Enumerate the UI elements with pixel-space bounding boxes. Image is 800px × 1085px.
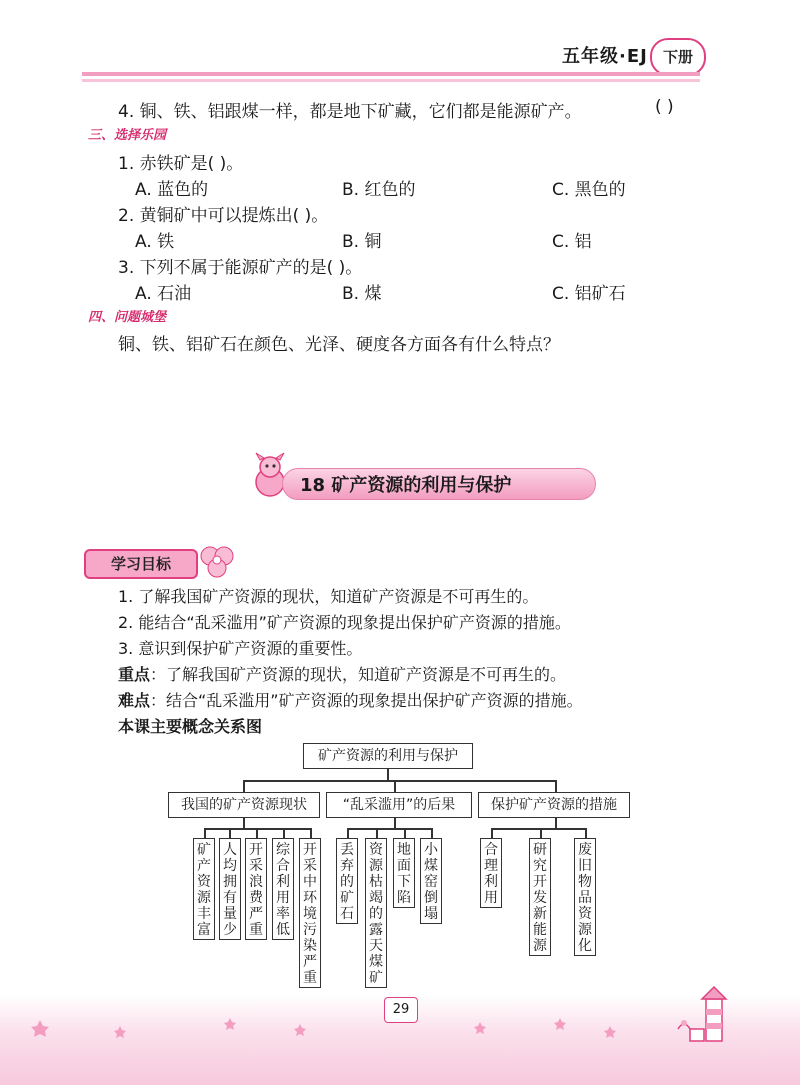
leaf-char: 合 — [276, 858, 290, 874]
connector — [243, 780, 245, 792]
connector — [347, 828, 432, 830]
connector — [256, 828, 258, 838]
leaf-char: 采 — [303, 858, 317, 874]
connector — [243, 818, 245, 828]
leaf-char: 石 — [340, 906, 354, 922]
leaf-char: 拥 — [223, 874, 237, 890]
difficult-point — [118, 688, 583, 711]
concept-branch-status: 我国的矿产资源现状 — [168, 792, 320, 818]
leaf-char: 费 — [249, 890, 263, 906]
header-rule — [82, 72, 700, 76]
leaf-char: 源 — [533, 938, 547, 954]
leaf-char: 下 — [397, 874, 411, 890]
connector — [376, 828, 378, 838]
leaf-char: 资 — [578, 906, 592, 922]
connector — [283, 828, 285, 838]
leaf-char: 源 — [197, 890, 211, 906]
connector — [387, 769, 389, 780]
leaf-char: 理 — [484, 858, 498, 874]
option-a[interactable]: A. 铁 — [135, 232, 175, 252]
connector — [555, 818, 557, 828]
concept-map-title: 本课主要概念关系图 — [118, 717, 263, 736]
option-c[interactable]: C. 黑色的 — [552, 180, 626, 200]
concept-branch-consequences: “乱采滥用”的后果 — [326, 792, 472, 818]
page-number: 29 — [384, 997, 418, 1023]
concept-leaf — [574, 838, 596, 956]
leaf-char: 源 — [369, 858, 383, 874]
flower-icon — [196, 544, 238, 584]
leaf-char: 开 — [533, 874, 547, 890]
leaf-char: 矿 — [340, 890, 354, 906]
leaf-char: 资 — [197, 874, 211, 890]
lesson-title: 18 矿产资源的利用与保护 — [300, 475, 512, 496]
leaf-char: 源 — [578, 922, 592, 938]
concept-leaf — [420, 838, 442, 924]
leaf-char: 重 — [303, 970, 317, 986]
grade-label: 五年级·EJ — [562, 46, 648, 67]
leaf-char: 重 — [249, 922, 263, 938]
choice-question-3: 3. 下列不属于能源矿产的是( )。 — [118, 258, 363, 278]
leaf-char: 有 — [223, 890, 237, 906]
leaf-char: 丰 — [197, 906, 211, 922]
leaf-char: 人 — [223, 842, 237, 858]
leaf-char: 塌 — [424, 906, 438, 922]
option-b[interactable]: B. 煤 — [342, 284, 382, 304]
connector — [394, 780, 396, 792]
connector — [394, 818, 396, 828]
leaf-char: 矿 — [369, 970, 383, 986]
connector — [204, 828, 311, 830]
goal-item-2: 2. 能结合“乱采滥用”矿产资源的现象提出保护矿产资源的措施。 — [118, 613, 571, 632]
leaf-char: 用 — [484, 890, 498, 906]
leaf-char: 产 — [197, 858, 211, 874]
option-a[interactable]: A. 蓝色的 — [135, 180, 209, 200]
leaf-char: 研 — [533, 842, 547, 858]
connector — [347, 828, 349, 838]
leaf-char: 煤 — [369, 954, 383, 970]
leaf-char: 利 — [484, 874, 498, 890]
leaf-char: 环 — [303, 890, 317, 906]
leaf-char: 天 — [369, 938, 383, 954]
leaf-char: 小 — [424, 842, 438, 858]
leaf-char: 率 — [276, 906, 290, 922]
section-question-heading: 四、问题城堡 — [88, 310, 167, 325]
key-point-label: 重点 — [118, 665, 151, 684]
concept-leaf — [193, 838, 215, 940]
concept-leaf — [336, 838, 358, 924]
option-b[interactable]: B. 铜 — [342, 232, 382, 252]
connector — [229, 828, 231, 838]
section-choice-heading: 三、选择乐园 — [88, 128, 167, 143]
leaf-char: 中 — [303, 874, 317, 890]
difficult-point-text: ：结合“乱采滥用”矿产资源的现象提出保护矿产资源的措施。 — [150, 691, 583, 710]
leaf-char: 均 — [223, 858, 237, 874]
connector — [404, 828, 406, 838]
goal-item-1: 1. 了解我国矿产资源的现状，知道矿产资源是不可再生的。 — [118, 587, 539, 606]
connector — [204, 828, 206, 838]
connector — [585, 828, 587, 838]
leaf-char: 境 — [303, 906, 317, 922]
leaf-char: 合 — [484, 842, 498, 858]
leaf-char: 露 — [369, 922, 383, 938]
leaf-char: 品 — [578, 890, 592, 906]
leaf-char: 污 — [303, 922, 317, 938]
option-b[interactable]: B. 红色的 — [342, 180, 416, 200]
leaf-char: 弃 — [340, 858, 354, 874]
difficult-point-label: 难点 — [118, 691, 151, 710]
leaf-char: 的 — [369, 906, 383, 922]
leaf-char: 低 — [276, 922, 290, 938]
concept-leaf — [365, 838, 387, 988]
leaf-char: 量 — [223, 906, 237, 922]
leaf-char: 面 — [397, 858, 411, 874]
connector — [555, 780, 557, 792]
connector — [431, 828, 433, 838]
concept-leaf — [480, 838, 502, 908]
leaf-char: 发 — [533, 890, 547, 906]
concept-leaf — [219, 838, 241, 940]
lighthouse-icon — [676, 985, 746, 1049]
goal-item-3: 3. 意识到保护矿产资源的重要性。 — [118, 639, 363, 658]
concept-root: 矿产资源的利用与保护 — [303, 743, 473, 769]
leaf-char: 化 — [578, 938, 592, 954]
choice-question-1: 1. 赤铁矿是( )。 — [118, 154, 244, 174]
option-a[interactable]: A. 石油 — [135, 284, 192, 304]
leaf-char: 新 — [533, 906, 547, 922]
study-goals-tag: 学习目标 — [84, 549, 198, 579]
leaf-char: 倒 — [424, 890, 438, 906]
leaf-char: 富 — [197, 922, 211, 938]
leaf-char: 少 — [223, 922, 237, 938]
leaf-char: 能 — [533, 922, 547, 938]
key-point-text: ：了解我国矿产资源的现状，知道矿产资源是不可再生的。 — [150, 665, 567, 684]
leaf-char: 用 — [276, 890, 290, 906]
key-point — [118, 662, 566, 685]
judgment-question-4: 4. 铜、铁、铝跟煤一样，都是地下矿藏，它们都是能源矿产。 — [118, 102, 582, 122]
concept-leaf — [393, 838, 415, 908]
leaf-char: 废 — [578, 842, 592, 858]
leaf-char: 竭 — [369, 890, 383, 906]
concept-leaf — [245, 838, 267, 940]
option-c[interactable]: C. 铝 — [552, 232, 592, 252]
leaf-char: 物 — [578, 874, 592, 890]
connector — [491, 828, 586, 830]
concept-leaf — [529, 838, 551, 956]
connector — [491, 828, 493, 838]
leaf-char: 严 — [303, 954, 317, 970]
leaf-char: 枯 — [369, 874, 383, 890]
volume-badge: 下册 — [650, 38, 706, 76]
leaf-char: 丢 — [340, 842, 354, 858]
open-question: 铜、铁、铝矿石在颜色、光泽、硬度各方面各有什么特点？ — [118, 335, 560, 355]
answer-blank[interactable]: ( ) — [655, 97, 674, 117]
leaf-char: 矿 — [197, 842, 211, 858]
option-c[interactable]: C. 铝矿石 — [552, 284, 626, 304]
leaf-char: 采 — [249, 858, 263, 874]
concept-leaf — [272, 838, 294, 940]
leaf-char: 利 — [276, 874, 290, 890]
concept-branch-measures: 保护矿产资源的措施 — [478, 792, 630, 818]
leaf-char: 资 — [369, 842, 383, 858]
leaf-char: 地 — [397, 842, 411, 858]
concept-leaf — [299, 838, 321, 988]
leaf-char: 严 — [249, 906, 263, 922]
leaf-char: 陷 — [397, 890, 411, 906]
header-rule-secondary — [82, 79, 700, 82]
leaf-char: 开 — [249, 842, 263, 858]
leaf-char: 窑 — [424, 874, 438, 890]
connector — [243, 780, 556, 782]
leaf-char: 究 — [533, 858, 547, 874]
leaf-char: 综 — [276, 842, 290, 858]
leaf-char: 开 — [303, 842, 317, 858]
leaf-char: 的 — [340, 874, 354, 890]
choice-question-2: 2. 黄铜矿中可以提炼出( )。 — [118, 206, 329, 226]
connector — [540, 828, 542, 838]
leaf-char: 旧 — [578, 858, 592, 874]
connector — [310, 828, 312, 838]
leaf-char: 浪 — [249, 874, 263, 890]
leaf-char: 煤 — [424, 858, 438, 874]
leaf-char: 染 — [303, 938, 317, 954]
